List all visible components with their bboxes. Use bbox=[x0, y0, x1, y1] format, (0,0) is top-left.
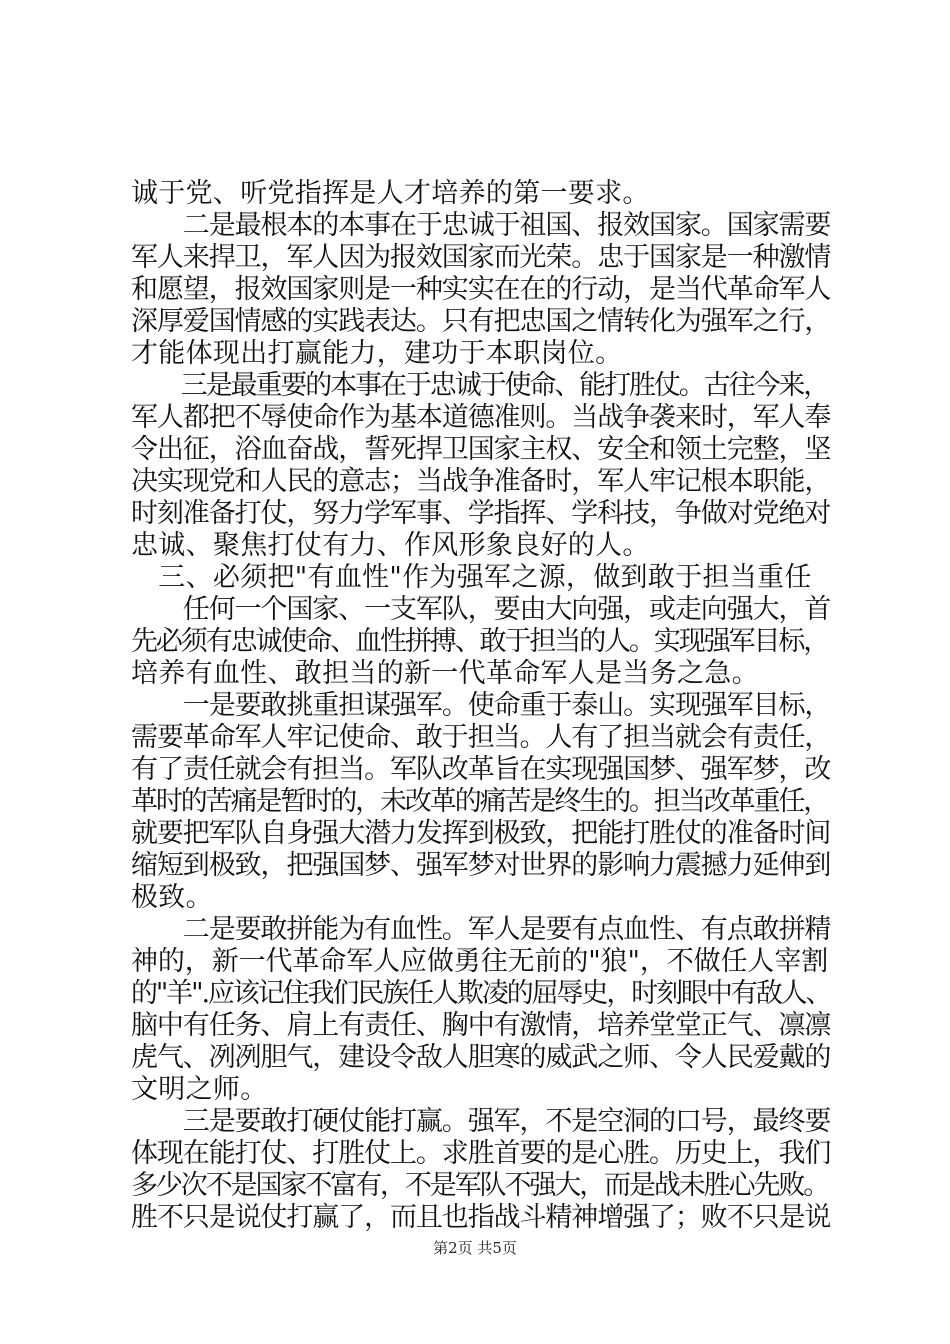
text-line: 三是最重要的本事在于忠诚于使命、能打胜仗。古往今来， bbox=[131, 370, 829, 401]
text-line: 文明之师。 bbox=[131, 1074, 268, 1105]
text-line: 缩短到极致，把强国梦、强军梦对世界的影响力震撼力延伸到 bbox=[131, 850, 831, 881]
text-line: 胜不只是说仗打赢了，而且也指战斗精神增强了；败不只是说 bbox=[131, 1202, 831, 1233]
text-line: 和愿望，报效国家则是一种实实在在的行动，是当代革命军人 bbox=[131, 274, 831, 305]
text-line: 二是最根本的本事在于忠诚于祖国、报效国家。国家需要 bbox=[131, 210, 831, 241]
page-number-footer: 第2页 共5页 bbox=[433, 1239, 517, 1257]
text-line: 深厚爱国情感的实践表达。只有把忠国之情转化为强军之行， bbox=[131, 306, 831, 337]
text-line: 一是要敢挑重担谋强军。使命重于泰山。实现强军目标， bbox=[131, 690, 831, 721]
text-line: 革时的苦痛是暂时的，未改革的痛苦是终生的。担当改革重任， bbox=[131, 786, 829, 817]
text-line: 决实现党和人民的意志；当战争准备时，军人牢记根本职能， bbox=[131, 466, 831, 497]
text-line: 极致。 bbox=[131, 882, 213, 913]
text-line: 培养有血性、敢担当的新一代革命军人是当务之急。 bbox=[131, 658, 759, 689]
text-line: 虎气、冽冽胆气，建设令敌人胆寒的威武之师、令人民爱戴的 bbox=[131, 1042, 831, 1073]
text-line: 脑中有任务、肩上有责任、胸中有激情，培养堂堂正气、凛凛 bbox=[131, 1010, 831, 1041]
text-line: 神的，新一代革命军人应做勇往无前的"狼"，不做任人宰割 bbox=[131, 946, 829, 977]
text-line: 的"羊".应该记住我们民族任人欺凌的屈辱史，时刻眼中有敌人、 bbox=[131, 978, 831, 1009]
text-line: 忠诚、聚焦打仗有力、作风形象良好的人。 bbox=[131, 530, 650, 561]
text-line: 军人来捍卫，军人因为报效国家而光荣。忠于国家是一种激情 bbox=[131, 242, 831, 273]
text-line: 先必须有忠诚使命、血性拼搏、敢于担当的人。实现强军目标， bbox=[131, 626, 829, 657]
text-line: 令出征，浴血奋战，誓死捍卫国家主权、安全和领土完整，坚 bbox=[131, 434, 831, 465]
text-line: 就要把军队自身强大潜力发挥到极致，把能打胜仗的准备时间 bbox=[131, 818, 831, 849]
text-line: 有了责任就会有担当。军队改革旨在实现强国梦、强军梦，改 bbox=[131, 754, 831, 785]
text-line: 需要革命军人牢记使命、敢于担当。人有了担当就会有责任， bbox=[131, 722, 831, 753]
text-line: 二是要敢拼能为有血性。军人是要有点血性、有点敢拼精 bbox=[131, 914, 831, 945]
text-line: 军人都把不辱使命作为基本道德准则。当战争袭来时，军人奉 bbox=[131, 402, 831, 433]
text-line: 三是要敢打硬仗能打赢。强军，不是空洞的口号，最终要 bbox=[131, 1106, 831, 1137]
text-line: 体现在能打仗、打胜仗上。求胜首要的是心胜。历史上，我们 bbox=[131, 1138, 831, 1169]
text-line: 时刻准备打仗，努力学军事、学指挥、学科技，争做对党绝对 bbox=[131, 498, 831, 529]
text-line: 诚于党、听党指挥是人才培养的第一要求。 bbox=[131, 178, 650, 209]
text-line: 才能体现出打赢能力，建功于本职岗位。 bbox=[131, 338, 623, 369]
text-line: 任何一个国家、一支军队，要由大向强，或走向强大，首 bbox=[131, 594, 831, 625]
text-line: 多少次不是国家不富有，不是军队不强大，而是战未胜心先败。 bbox=[131, 1170, 829, 1201]
section-heading: 三、必须把"有血性"作为强军之源，做到敢于担当重任 bbox=[131, 562, 812, 593]
